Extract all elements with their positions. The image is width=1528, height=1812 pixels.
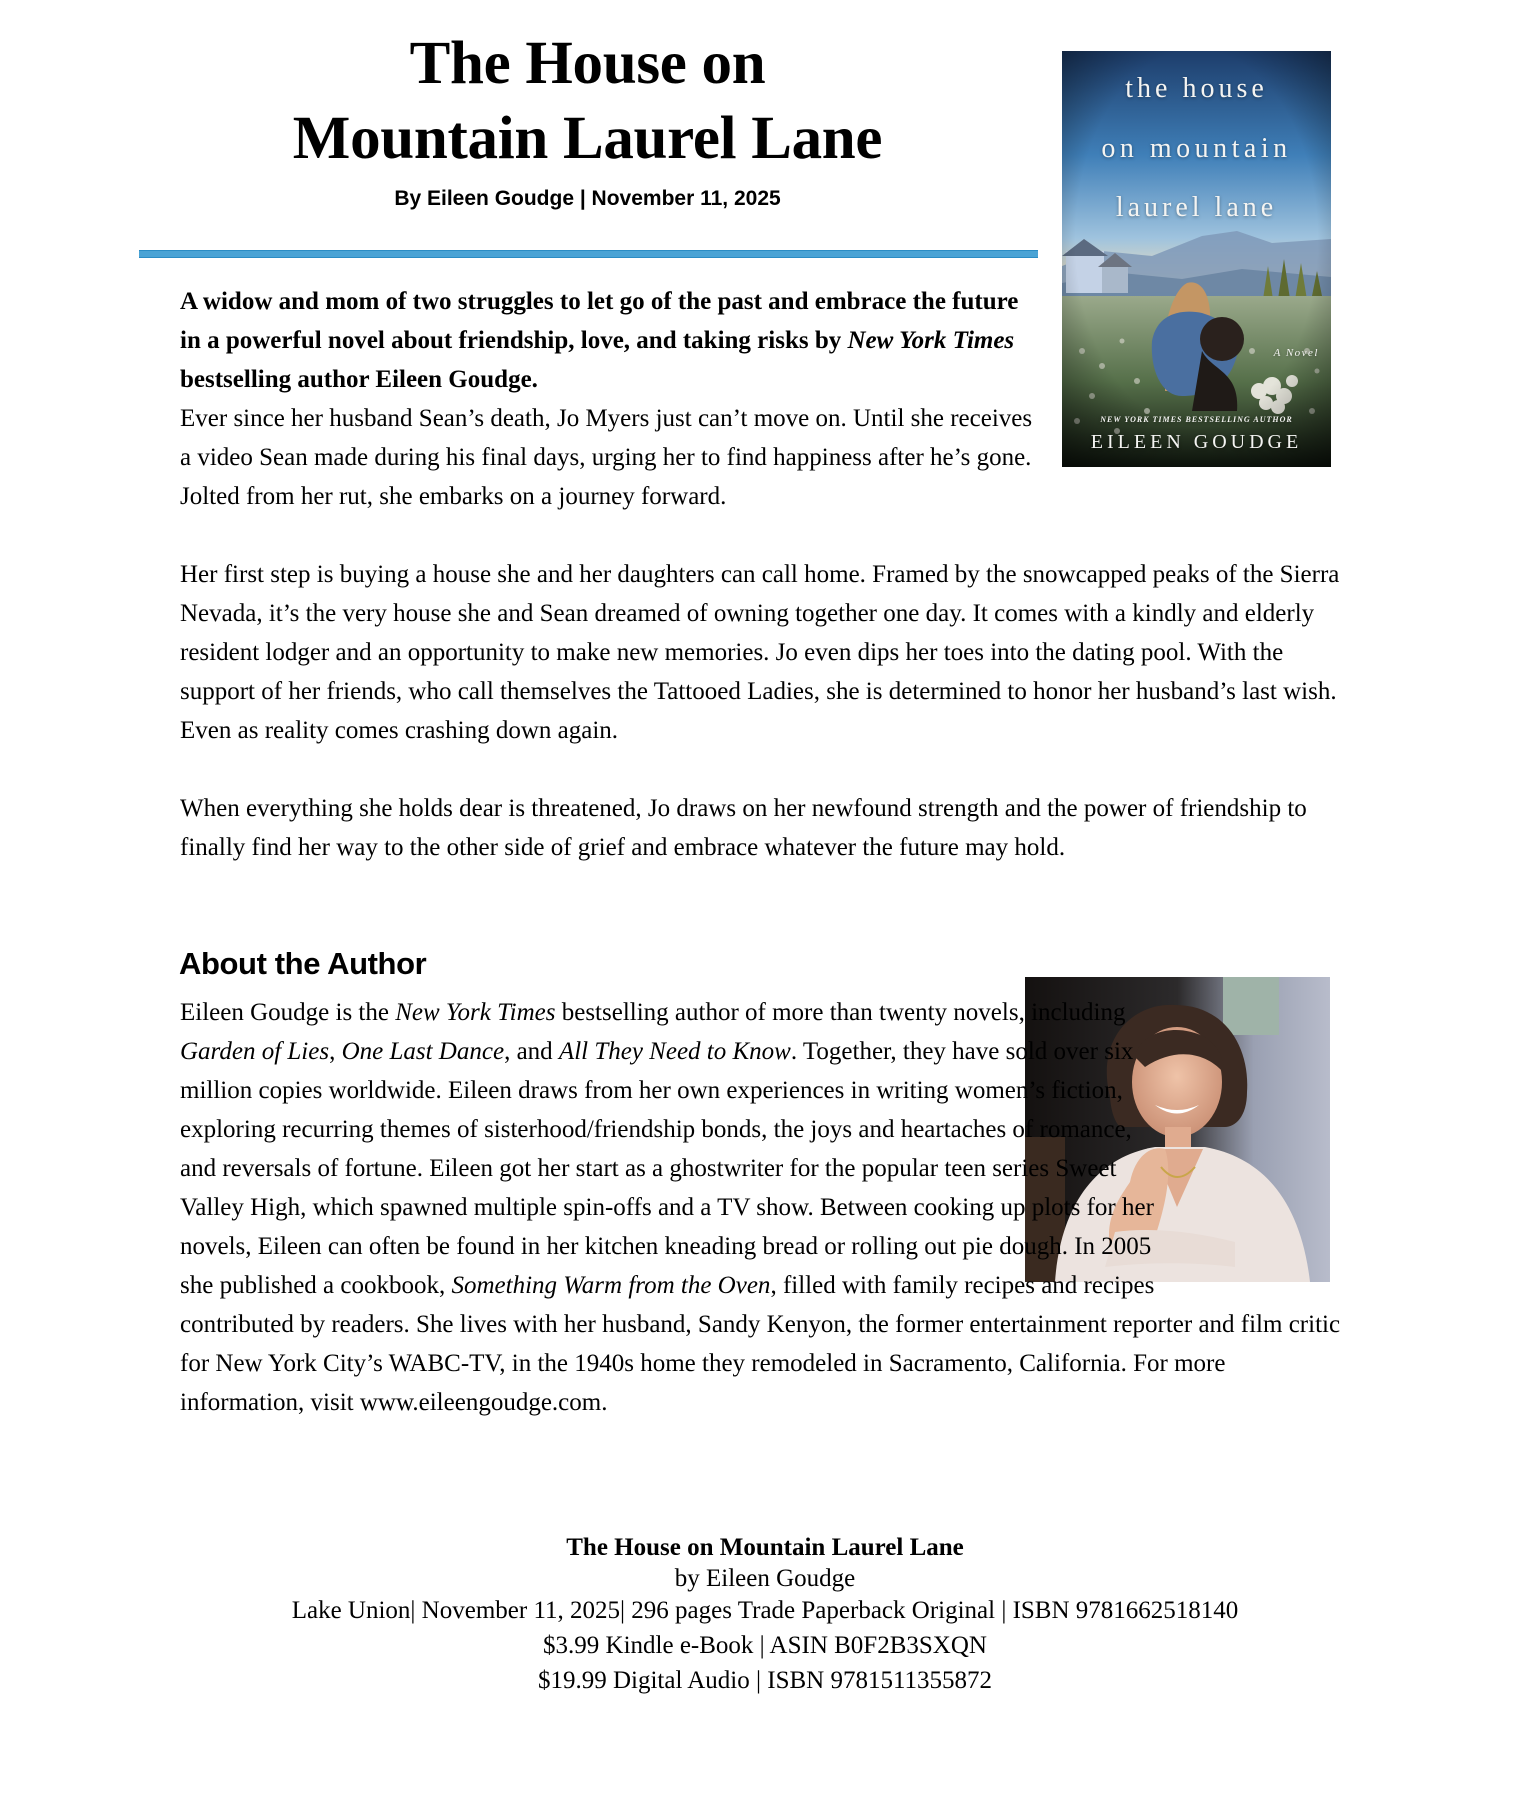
description-paragraph-1: Ever since her husband Sean’s death, Jo Myers just can’t move on. Until she receives a video Sean made during his final days, urging her to find happiness after he’s gone. Jolted from her rut, she embarks on a journey forward. bbox=[180, 405, 1033, 510]
cover-artwork bbox=[1062, 51, 1331, 467]
author-bio bbox=[180, 993, 1350, 1422]
cover-tagline: A Novel bbox=[1273, 347, 1319, 359]
book-cover-image bbox=[1062, 51, 1331, 467]
bio-book-title: All They Need to Know bbox=[558, 1038, 791, 1065]
lead-text-end: bestselling author Eileen Goudge. bbox=[180, 366, 538, 393]
footer-author: by Eileen Goudge bbox=[674, 1565, 856, 1592]
photo-spacer bbox=[1160, 993, 1350, 1304]
bio-text: , and bbox=[504, 1038, 559, 1065]
description-paragraph-3: When everything she holds dear is threatened, Jo draws on her newfound strength and the power of friendship to finally find her way to the other side of grief and embrace whatever the future may hold. bbox=[180, 795, 1307, 861]
cover-title-line-3: laurel lane bbox=[1115, 192, 1278, 223]
footer-audio-info: $19.99 Digital Audio | ISBN 9781511355872 bbox=[537, 1667, 993, 1694]
cover-title-line-2: on mountain bbox=[1101, 133, 1292, 164]
bio-text: , bbox=[329, 1038, 342, 1065]
about-author-heading: About the Author bbox=[179, 946, 427, 981]
footer-title: The House on Mountain Laurel Lane bbox=[566, 1534, 964, 1561]
bio-book-title: One Last Dance bbox=[341, 1038, 505, 1065]
lead-text: A widow and mom of two struggles to let go of the past and embrace the future in a powerful novel about friendship, love, and taking risks by bbox=[180, 288, 1019, 354]
book-description bbox=[180, 282, 1035, 516]
lead-italic-nyt: New York Times bbox=[847, 327, 1015, 354]
cover-author-credit: NEW YORK TIMES BESTSELLING AUTHOR bbox=[1100, 415, 1293, 424]
title-line-2: Mountain Laurel Lane bbox=[292, 105, 883, 172]
footer-publication-info: Lake Union| November 11, 2025| 296 pages Trade Paperback Original | ISBN 9781662518140 bbox=[291, 1597, 1239, 1624]
bio-text: Eileen Goudge is the bbox=[180, 999, 396, 1026]
cover-title-line-1: the house bbox=[1125, 73, 1268, 104]
footer-kindle-info: $3.99 Kindle e-Book | ASIN B0F2B3SXQN bbox=[543, 1632, 987, 1659]
title-line-1: The House on bbox=[409, 30, 766, 97]
bio-cookbook-title: Something Warm from the Oven bbox=[451, 1272, 771, 1299]
book-details-footer bbox=[140, 1532, 1390, 1697]
bio-book-title: Garden of Lies bbox=[180, 1038, 330, 1065]
byline: By Eileen Goudge | November 11, 2025 bbox=[394, 187, 781, 210]
bio-text: , filled with family recipes and recipes contributed by readers. She lives with her husband, Sandy Kenyon, the former entertainment reporter and film critic for New York City’s WABC-TV, in the 1940s home they remodeled in Sacramento, California. For more information, visit www.eileengoudge.com. bbox=[180, 1272, 1341, 1416]
divider-rule bbox=[139, 250, 1038, 258]
bio-italic-nyt: New York Times bbox=[395, 999, 556, 1026]
cover-author-name: EILEEN GOUDGE bbox=[1090, 431, 1303, 453]
page-title bbox=[140, 26, 1035, 176]
description-paragraph-2: Her first step is buying a house she and her daughters can call home. Framed by the snowcapped peaks of the Sierra Nevada, it’s the very house she and Sean dreamed of owning together one day. It comes with a kindly and elderly resident lodger and an opportunity to make new memories. Jo even dips her toes into the dating pool. With the support of her friends, who call themselves the Tattooed Ladies, she is determined to honor her husband’s last wish. Even as reality comes crashing down again. bbox=[180, 561, 1340, 744]
description-lead bbox=[180, 282, 1035, 399]
bio-text: . Together, they have sold over six million copies worldwide. Eileen draws from her own experiences in writing women’s fiction, exploring recurring themes of sisterhood/friendship bonds, the joys and heartaches of romance, and reversals of fortune. Eileen got her start as a ghostwriter for the popular teen series Sweet Valley High, which spawned multiple spin-offs and a TV show. Between cooking up plots for her novels, Eileen can often be found in her kitchen kneading bread or rolling out pie dough. In 2005 she published a cookbook, bbox=[180, 1038, 1154, 1299]
bio-text: bestselling author of more than twenty novels, including bbox=[555, 999, 1126, 1026]
